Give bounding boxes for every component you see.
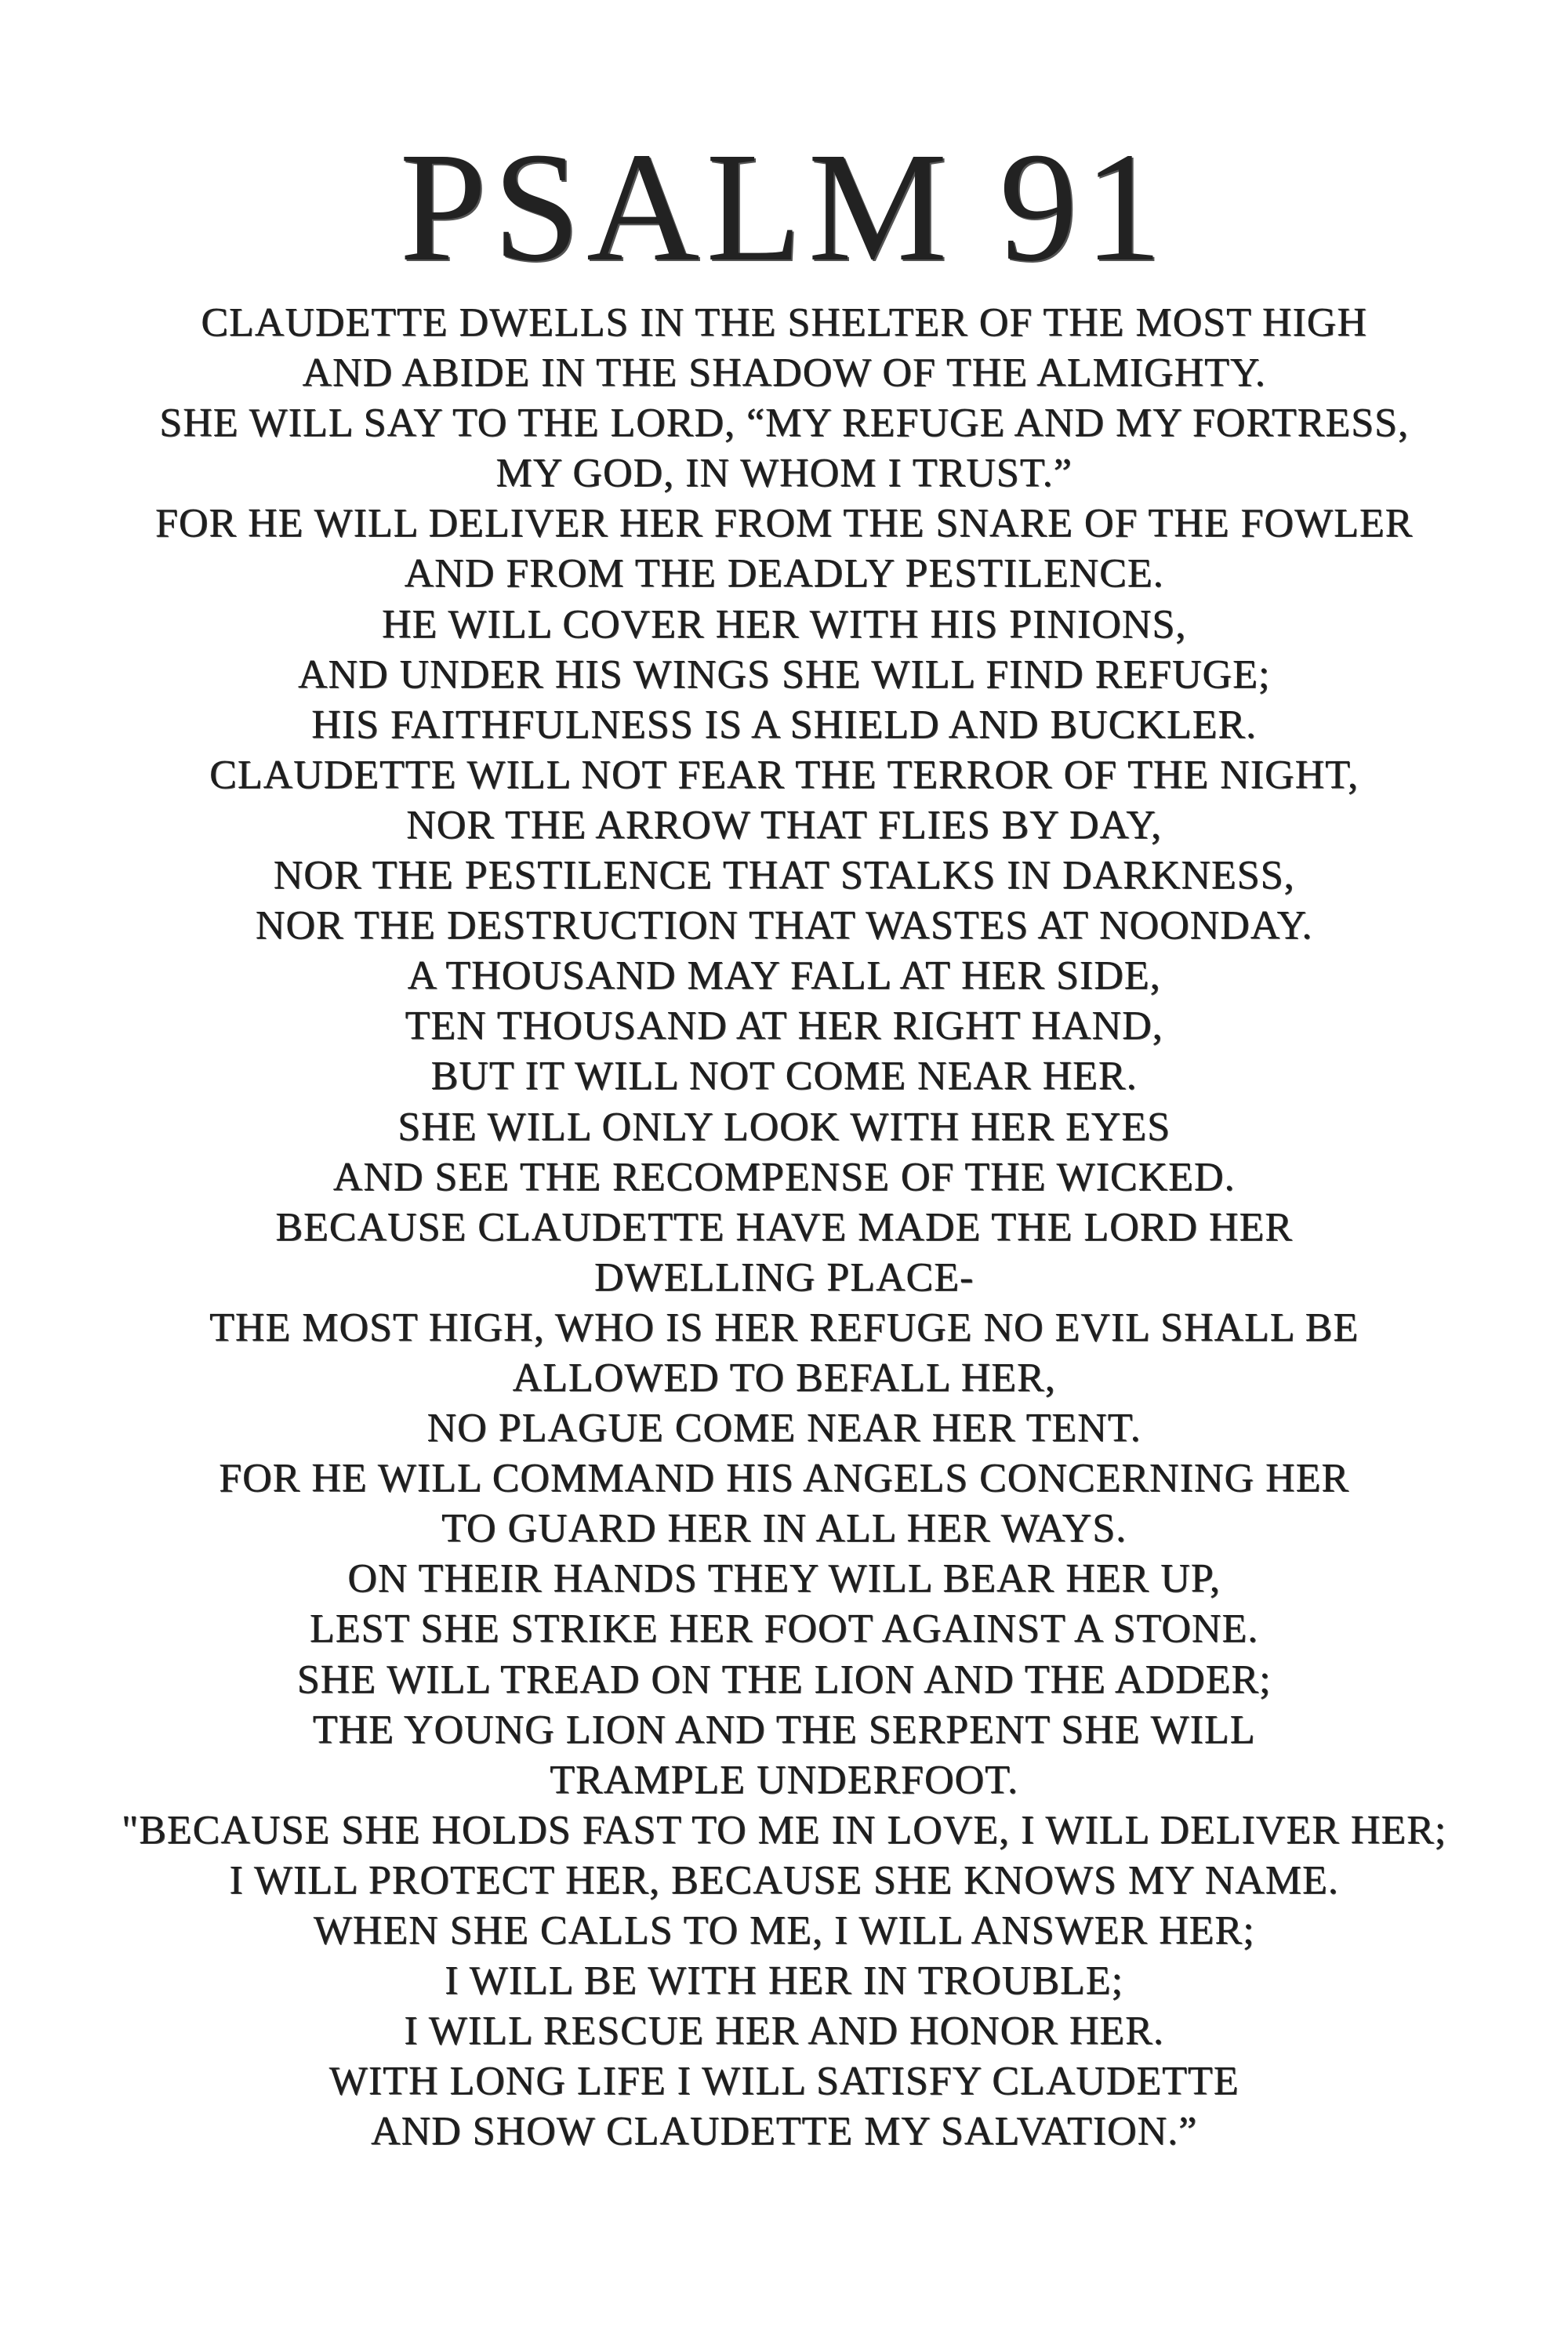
verse-line: TEN THOUSAND AT HER RIGHT HAND,: [405, 1004, 1163, 1049]
verse-line: THE YOUNG LION AND THE SERPENT SHE WILL: [312, 1707, 1256, 1752]
verse-line: MY GOD, IN WHOM I TRUST.”: [495, 451, 1073, 496]
verse-line: HIS FAITHFULNESS IS A SHIELD AND BUCKLER.: [311, 702, 1257, 747]
verse-line: HE WILL COVER HER WITH HIS PINIONS,: [381, 601, 1187, 647]
verse-line: SHE WILL SAY TO THE LORD, “MY REFUGE AND MY FORTRESS,: [159, 401, 1409, 446]
verse-line: AND UNDER HIS WINGS SHE WILL FIND REFUGE;: [297, 652, 1271, 697]
verse-line: NOR THE PESTILENCE THAT STALKS IN DARKNESS,: [273, 853, 1295, 898]
verse-line: FOR HE WILL COMMAND HIS ANGELS CONCERNING HER: [219, 1456, 1349, 1501]
page-title: PSALM 91: [399, 121, 1169, 294]
verse-line: I WILL RESCUE HER AND HONOR HER.: [404, 2009, 1164, 2054]
verse-line: BUT IT WILL NOT COME NEAR HER.: [430, 1054, 1138, 1099]
verse-line: AND ABIDE IN THE SHADOW OF THE ALMIGHTY.: [302, 350, 1266, 396]
verse-line: A THOUSAND MAY FALL AT HER SIDE,: [407, 953, 1161, 999]
verse-line: NOR THE DESTRUCTION THAT WASTES AT NOONDAY.: [255, 903, 1313, 949]
verse-line: I WILL BE WITH HER IN TROUBLE;: [445, 1958, 1123, 2004]
verse-line: AND SEE THE RECOMPENSE OF THE WICKED.: [332, 1154, 1236, 1200]
verse-line: TRAMPLE UNDERFOOT.: [550, 1757, 1018, 1802]
verse-line: FOR HE WILL DELIVER HER FROM THE SNARE OF THE FOWLER: [154, 501, 1414, 546]
verse-line: ALLOWED TO BEFALL HER,: [512, 1355, 1056, 1400]
verse-line: AND FROM THE DEADLY PESTILENCE.: [404, 551, 1164, 597]
verse-line: CLAUDETTE DWELLS IN THE SHELTER OF THE MOST HIGH: [201, 300, 1367, 345]
verse-line: ON THEIR HANDS THEY WILL BEAR HER UP,: [347, 1556, 1221, 1602]
verse-line: SHE WILL ONLY LOOK WITH HER EYES: [397, 1104, 1171, 1149]
verse-line: TO GUARD HER IN ALL HER WAYS.: [441, 1506, 1127, 1552]
verse-line: BECAUSE CLAUDETTE HAVE MADE THE LORD HER: [275, 1204, 1293, 1250]
psalm-text: [0, 298, 1568, 2157]
verse-line: LEST SHE STRIKE HER FOOT AGAINST A STONE.: [309, 1606, 1259, 1652]
verse-line: "BECAUSE SHE HOLDS FAST TO ME IN LOVE, I WILL DELIVER HER;: [121, 1807, 1447, 1853]
verse-line: NOR THE ARROW THAT FLIES BY DAY,: [406, 802, 1162, 848]
verse-line: WHEN SHE CALLS TO ME, I WILL ANSWER HER;: [313, 1908, 1255, 1953]
verse-line: THE MOST HIGH, WHO IS HER REFUGE NO EVIL SHALL BE: [209, 1305, 1359, 1350]
verse-line: I WILL PROTECT HER, BECAUSE SHE KNOWS MY NAME.: [229, 1857, 1339, 1903]
verse-line: CLAUDETTE WILL NOT FEAR THE TERROR OF THE NIGHT,: [209, 752, 1359, 797]
verse-line: SHE WILL TREAD ON THE LION AND THE ADDER;: [296, 1657, 1272, 1702]
verse-line: AND SHOW CLAUDETTE MY SALVATION.”: [370, 2109, 1198, 2154]
verse-line: DWELLING PLACE-: [593, 1254, 975, 1300]
verse-line: WITH LONG LIFE I WILL SATISFY CLAUDETTE: [328, 2059, 1240, 2104]
verse-line: NO PLAGUE COME NEAR HER TENT.: [426, 1406, 1142, 1451]
